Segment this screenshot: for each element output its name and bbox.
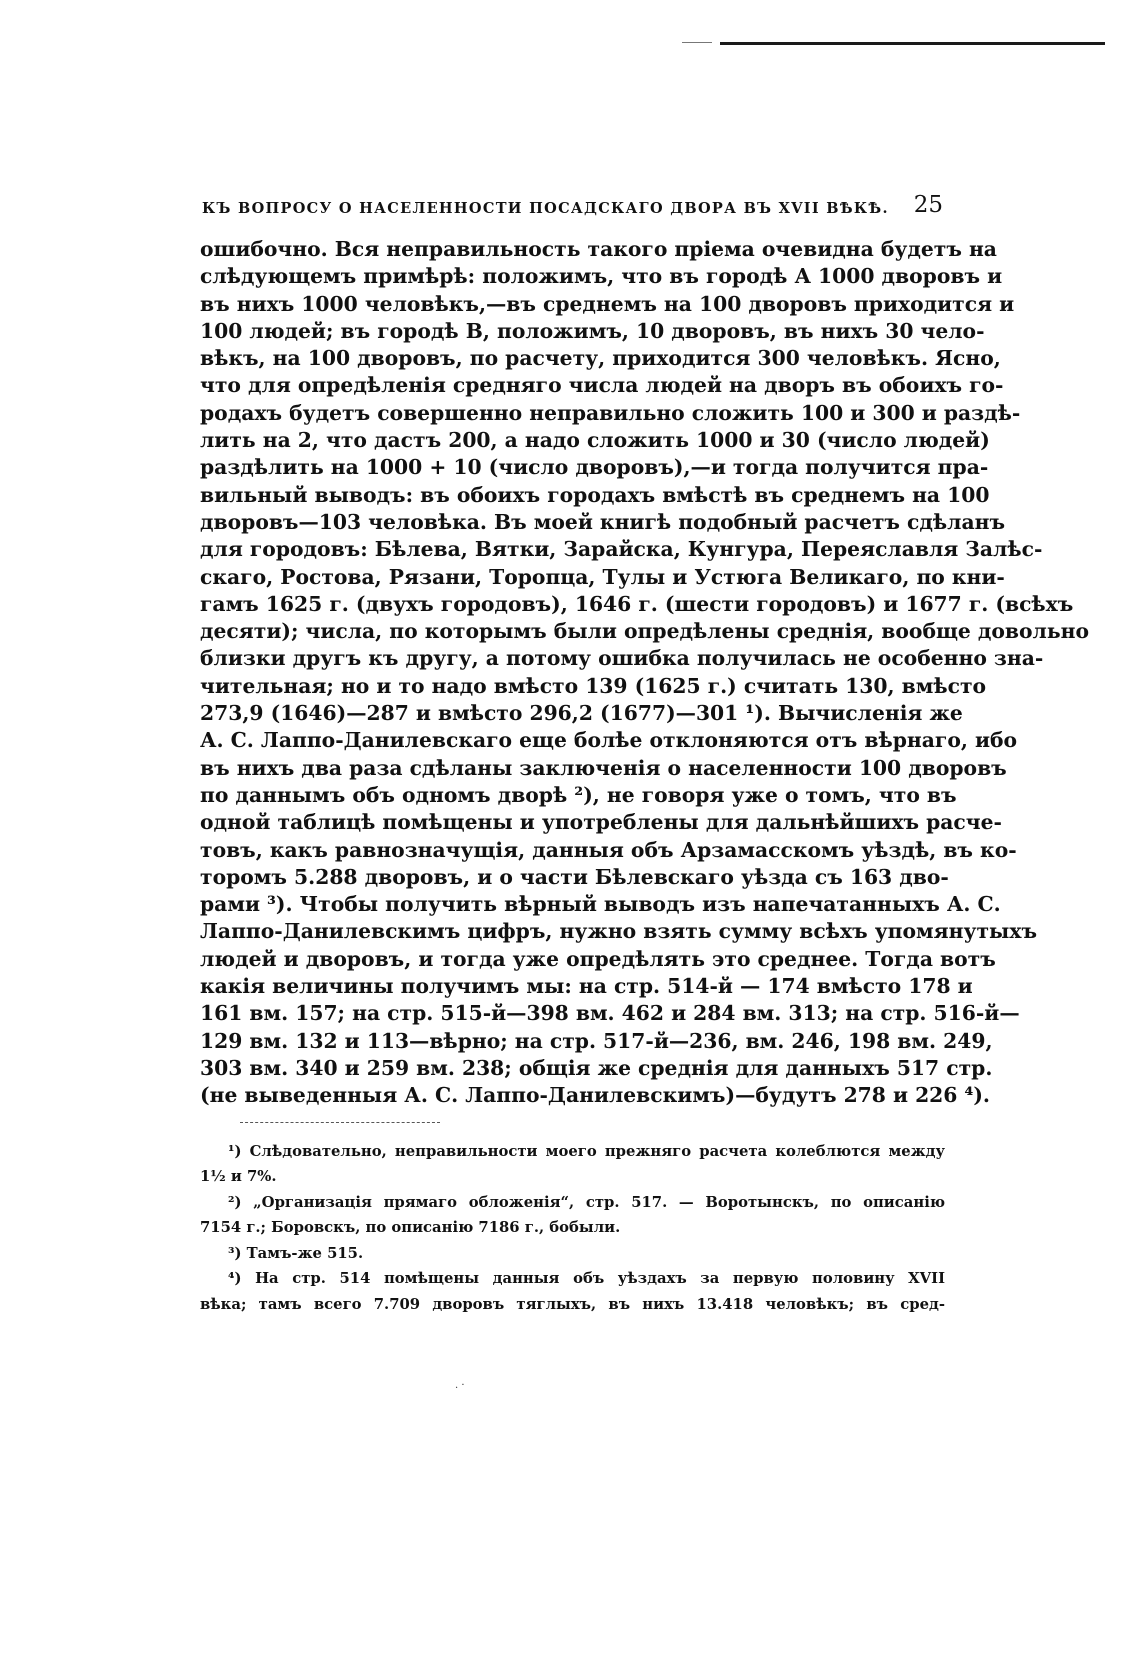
footnotes	[200, 1139, 945, 1318]
body-line: слѣдующемъ примѣрѣ: положимъ, что въ городѣ А 1000 дворовъ и	[200, 264, 1003, 289]
top-rule-thin	[682, 42, 712, 43]
body-line: одной таблицѣ помѣщены и употреблены для дальнѣйшихъ расче-	[200, 810, 1002, 835]
body-line: 273,9 (1646)—287 и вмѣсто 296,2 (1677)—301 ¹). Вычисленія же	[200, 701, 963, 726]
body-line: лить на 2, что дастъ 200, а надо сложить 1000 и 30 (число людей)	[200, 428, 990, 453]
body-line: гамъ 1625 г. (двухъ городовъ), 1646 г. (шести городовъ) и 1677 г. (всѣхъ	[200, 591, 1074, 616]
body-line: вильный выводъ: въ обоихъ городахъ вмѣстѣ въ среднемъ на 100	[200, 482, 990, 507]
page-specks: . ·	[455, 1380, 465, 1391]
body-line: ошибочно. Вся неправильность такого пріема очевидна будетъ на	[200, 237, 997, 261]
body-line: 100 людей; въ городѣ В, положимъ, 10 дворовъ, въ нихъ 30 чело-	[200, 318, 985, 343]
body-line: какія величины получимъ мы: на стр. 514-й — 174 вмѣсто 178 и	[200, 974, 973, 999]
body-line: (не выведенныя А. С. Лаппо-Данилевскимъ)—будутъ 278 и 226 ⁴).	[200, 1083, 990, 1108]
body-line: 303 вм. 340 и 259 вм. 238; общія же среднія для данныхъ 517 стр.	[200, 1055, 993, 1080]
body-line: родахъ будетъ совершенно неправильно сложить 100 и 300 и раздѣ-	[200, 400, 1021, 425]
footnote-line: ¹) Слѣдовательно, неправильности моего прежняго расчета колеблются между	[228, 1142, 945, 1160]
body-line: въ нихъ 1000 человѣкъ,—въ среднемъ на 100 дворовъ приходится и	[200, 291, 1015, 316]
footnote-line: ²) „Организація прямаго обложенія“, стр. 517. — Воротынскъ, по описанію	[228, 1193, 945, 1211]
footnote-divider	[240, 1122, 440, 1123]
body-line: близки другъ къ другу, а потому ошибка получилась не особенно зна-	[200, 646, 1044, 671]
body-line: по даннымъ объ одномъ дворѣ ²), не говоря уже о томъ, что въ	[200, 782, 957, 807]
body-text	[200, 236, 1089, 1110]
body-line: 161 вм. 157; на стр. 515-й—398 вм. 462 и 284 вм. 313; на стр. 516-й—	[200, 1001, 1020, 1026]
body-line: людей и дворовъ, и тогда уже опредѣлять это среднее. Тогда вотъ	[200, 946, 996, 971]
footnote-line: ³) Тамъ-же 515.	[228, 1244, 364, 1262]
footnote-line: 7154 г.; Боровскъ, по описанію 7186 г., бобыли.	[200, 1219, 621, 1237]
body-line: торомъ 5.288 дворовъ, и о части Бѣлевскаго уѣзда съ 163 дво-	[200, 864, 949, 889]
page-number: 25	[913, 192, 943, 218]
running-title: КЪ ВОПРОСУ О НАСЕЛЕННОСТИ ПОСАДСКАГО ДВОРА ВЪ XVII ВѢКѢ.	[202, 200, 889, 217]
body-line: что для опредѣленія средняго числа людей на дворъ въ обоихъ го-	[200, 373, 1004, 398]
footnote-line: вѣка; тамъ всего 7.709 дворовъ тяглыхъ, въ нихъ 13.418 человѣкъ; въ сред-	[200, 1296, 945, 1314]
body-line: рами ³). Чтобы получить вѣрный выводъ изъ напечатанныхъ А. С.	[200, 892, 1001, 917]
body-line: скаго, Ростова, Рязани, Торопца, Тулы и Устюга Великаго, по кни-	[200, 564, 1005, 589]
body-line: 129 вм. 132 и 113—вѣрно; на стр. 517-й—236, вм. 246, 198 вм. 249,	[200, 1028, 993, 1053]
body-line: въ нихъ два раза сдѣланы заключенія о населенности 100 дворовъ	[200, 755, 1007, 780]
body-line: раздѣлить на 1000 + 10 (число дворовъ),—и тогда получится пра-	[200, 455, 989, 480]
footnote-line: 1½ и 7%.	[200, 1168, 277, 1186]
body-line: чительная; но и то надо вмѣсто 139 (1625 г.) считать 130, вмѣсто	[200, 673, 987, 698]
body-line: дворовъ—103 человѣка. Въ моей книгѣ подобный расчетъ сдѣланъ	[200, 509, 1006, 534]
body-line: А. С. Лаппо-Данилевскаго еще болѣе отклоняются отъ вѣрнаго, ибо	[200, 728, 1018, 753]
body-line: товъ, какъ равнозначущія, данныя объ Арзамасскомъ уѣздѣ, въ ко-	[200, 837, 1017, 862]
footnote-line: ⁴) На стр. 514 помѣщены данныя объ уѣздахъ за первую половину XVII	[228, 1270, 945, 1288]
body-line: десяти); числа, по которымъ были опредѣлены среднія, вообще довольно	[200, 619, 1089, 644]
body-line: вѣкъ, на 100 дворовъ, по расчету, приходится 300 человѣкъ. Ясно,	[200, 346, 1001, 371]
body-line: для городовъ: Бѣлева, Вятки, Зарайска, Кунгура, Переяславля Залѣс-	[200, 537, 1043, 562]
page	[200, 190, 1089, 1318]
page-header	[200, 190, 945, 230]
top-rule	[720, 42, 1105, 45]
body-line: Лаппо-Данилевскимъ цифръ, нужно взять сумму всѣхъ упомянутыхъ	[200, 919, 1038, 944]
